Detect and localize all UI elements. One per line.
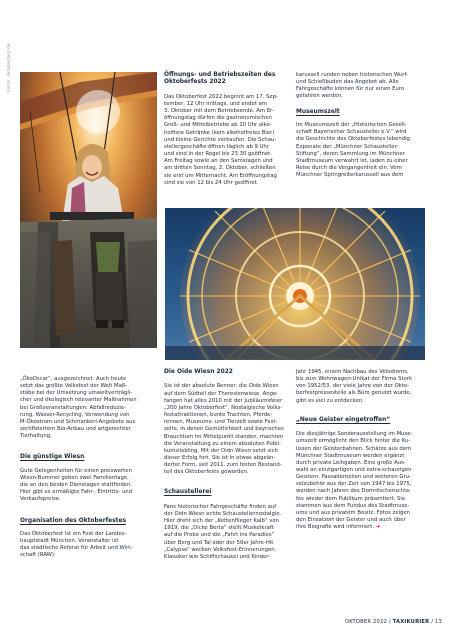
heading-opening-hours: Öffnungs- und Betriebszeiten des Oktoberfests 2022 xyxy=(164,72,276,86)
heading-oide-wiesn: Die Oide Wiesn 2022 xyxy=(164,369,233,375)
footer-magazine: TAXIKURIER xyxy=(392,619,430,625)
chairoplane-photo-graphic xyxy=(20,72,157,348)
photo-credit: Fotos: oktoberfest.de xyxy=(6,43,11,92)
section-museum-tent xyxy=(296,72,424,179)
text-carousel-intro: karussell runden neben historischen Wurf- und Schießbuden das Angebot ab. Alle Fahrgeschäfte können für nur einen Euro gefahren werden. xyxy=(296,72,408,100)
photo-ferris-wheel xyxy=(165,208,425,360)
text-cheap-wiesn: Gute Gelegenheiten für einen preiswerten Wiesn-Bummel geben zwei Familientage, die an den beiden Dienstagen stattfinden. Hier gibt es ermäßigte Fahr-, Eintritts- und Verkaufspreise. xyxy=(20,467,132,503)
ferris-wheel-photo-graphic xyxy=(165,208,425,360)
footer-page-number: / 13 xyxy=(429,619,442,625)
continue-arrow-icon: ➔ xyxy=(375,524,381,531)
heading-cheap-wiesn: Die günstige Wiesn xyxy=(20,454,85,461)
section-eco-and-organisation xyxy=(20,376,154,560)
text-museum-tent: Im Museumszelt der „Historischen Gesell- schaft Bayerischer Schausteller e.V.“ wird die Geschichte des Oktoberfestes lebendig. Exponate der „Münchner Schausteller- Stiftung“, deren Sammlung im Münchner Stadtmuseum verwahrt ist, laden zu einer Reise durch die Vergangenheit ein. Vom Münchner Springreiterkarussell aus dem xyxy=(296,122,412,179)
heading-organisation: Organisation des Oktoberfestes xyxy=(20,517,126,524)
text-new-ghosts xyxy=(296,431,426,531)
page-footer xyxy=(345,619,442,625)
section-opening-hours xyxy=(164,72,290,187)
text-eco-oscar: „ÖkoOscar“, ausgezeichnet. Auch heute setzt das größte Volksfest der Welt Maß- stäbe bei der Umsetzung umweltverträgli- cher und ökologisch relevanter Maßnahmen bei Großveranstaltungen: Abfallreduzie- rung, Wasser-Recycling, Verwendung von M-Ökostrom und Schmankerl-Angebote aus zertifiziertem Bio-Anbau und artgerechter Tierhaltung. xyxy=(20,376,137,440)
text-new-ghosts-body: Die diesjährige Sonderausstellung im Muse- umszelt ermöglicht den Blick hinter die Ku- lissen der Geisterbahnen. Schätze aus dem Münchner Stadtmuseum werden ergänzt durch private Leihgaben. Eine große Aus- wahl an einzigartigen und extra-schaurigen Geistern, Fassadenteilen und weiteren Gru- selzubehör aus der Zeit von 1947 bis 1975, werden nach Jahren des Dornröschenschla- fes wieder dem Publikum präsentiert. Sie stammen aus dem Fundus des Stadtmuse- ums und aus privatem Besitz. Fotos zeigen den Einsatzort der Geister und auch über ihre Biografie wird informiert. xyxy=(296,431,413,531)
footer-issue: OKTOBER 2022 xyxy=(344,619,387,625)
section-new-ghosts xyxy=(296,369,426,531)
heading-schaustellerei: Schaustellerei xyxy=(164,489,212,496)
text-organisation: Das Oktoberfest ist ein Fest der Landes- hauptstadt München. Veranstalter ist das städtische Referat für Arbeit und Wirt- schaft (RAW). xyxy=(20,531,133,559)
section-oide-wiesn xyxy=(164,369,291,561)
text-schaustellerei: Fans historischer Fahrgeschäfte finden auf der Oidn Wiesn echte Schaustellernostalgie. Hier dreht sich der „Kettenflieger Kalb“ von 1919, die „Dicke Berta“ stellt Muskelkraft auf die Probe und die „Fahrt ins Paradies“ über Berg und Tal oder der 50er Jahre-Hit „Calypso“ wecken Volksfest-Erinnerungen. Klassiker wie Schiffschaukel und Kinder- xyxy=(164,503,282,560)
text-opening-hours: Das Oktoberfest 2022 beginnt am 17. Sep- tember, 12 Uhr mittags, und endet am 3. Oktober mit dem Betriebsende. Am Er- öffnungstag dürfen die gastronomischen Groß- und Mittelbetriebe ab 10 Uhr alko- holfreie Getränke (kein alkoholfreies Bier) und kleine Gerichte verkaufen. Die Schau- stellergeschäfte öffnen täglich ab 9 Uhr und sind in der Regel bis 23.30 geöffnet. Am Freitag sowie an den Samstagen und am dritten Sonntag, 2. Oktober, schließen sie erst um Mitternacht. Am Eröffnungstag sind sie von 12 bis 24 Uhr geöffnet. xyxy=(164,93,278,186)
heading-new-ghosts: „Neue Geister eingetroffen“ xyxy=(296,416,391,423)
photo-chairoplane-ride xyxy=(20,72,157,348)
footer-separator: / xyxy=(387,619,393,625)
heading-museum-tent: Museumszelt xyxy=(296,108,340,115)
text-museum-exhibits: Jahr 1945, einem Nachbau des Velodroms, bis zum Wohnwagen-Unikat der Firma Stork von 1952/53, der viele Jahre von der Okto- berfestpressestelle als Büro genutzt wurde, gibt es viel zu entdecken. xyxy=(296,369,413,404)
text-oide-wiesn: Sie ist der absolute Renner: die Oide Wiesn auf dem Südteil der Theresienwiese. Ange- fangen hat alles 2010 mit der Jubiläumsfeier „200 Jahre Oktoberfest“. Nostalgische Volks- festattraktionen, bunte Trachten, Pferde- rennen, Museums- und Tierzelt sowie Fest- zelte, in denen Gemütlichkeit und bayrisches Brauchtum im Mittelpunkt standen, machten die Veranstaltung zu einem absoluten Publi- kumsliebling. Mit der Oidn Wiesn setzt sich dieser Erfolg fort. Sie ist in etwas abgeän- derter Form, seit 2011, zum festen Bestand- teil des Oktoberfests geworden. xyxy=(164,383,284,476)
